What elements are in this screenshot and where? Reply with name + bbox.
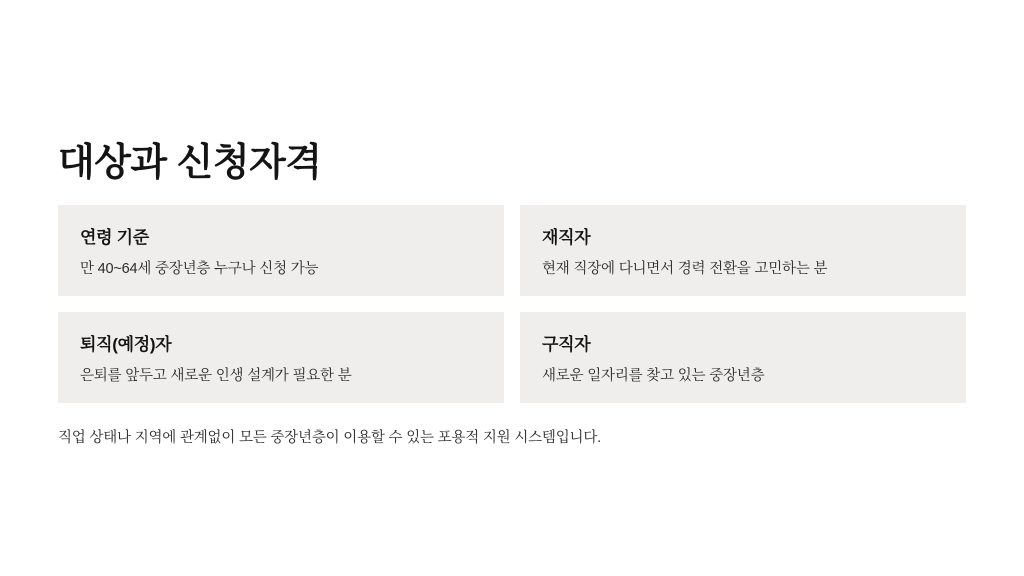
card-description: 새로운 일자리를 찾고 있는 중장년층: [542, 368, 765, 385]
eligibility-card-jobseeker: [520, 312, 966, 403]
card-title: 퇴직(예정)자: [80, 335, 172, 354]
eligibility-card-retiree: [58, 312, 504, 403]
eligibility-card-grid: [58, 205, 966, 403]
eligibility-card-age: [58, 205, 504, 296]
page-title: 대상과 신청자격: [58, 142, 322, 185]
card-description: 은퇴를 앞두고 새로운 인생 설계가 필요한 분: [80, 368, 352, 385]
card-description: 만 40~64세 중장년층 누구나 신청 가능: [80, 261, 319, 278]
card-title: 재직자: [542, 228, 591, 247]
card-title: 연령 기준: [80, 228, 149, 247]
footnote-text: 직업 상태나 지역에 관계없이 모든 중장년층이 이용할 수 있는 포용적 지원 시스템입니다.: [58, 430, 601, 446]
card-title: 구직자: [542, 335, 591, 354]
eligibility-card-employed: [520, 205, 966, 296]
card-description: 현재 직장에 다니면서 경력 전환을 고민하는 분: [542, 261, 828, 278]
